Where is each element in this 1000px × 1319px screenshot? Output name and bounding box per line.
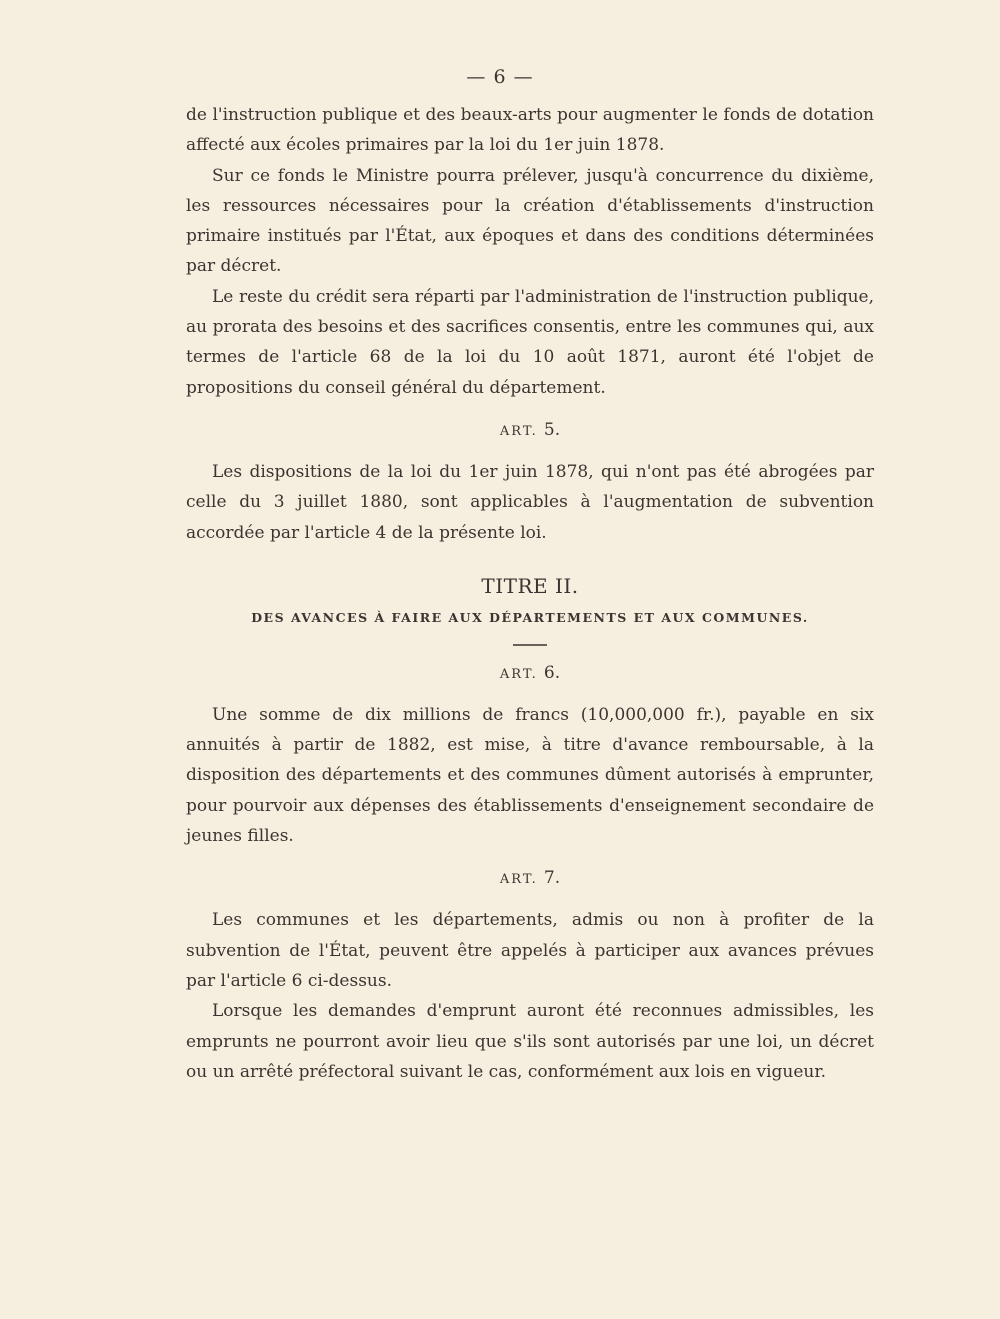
article-label: ART.	[499, 423, 538, 439]
document-body	[186, 100, 874, 1087]
paragraph-dixieme: Sur ce fonds le Ministre pourra prélever, jusqu'à concurrence du dixième, les ressources nécessaires pour la création d'établissements d'instruction primaire institués par l'État, aux époques et dans des conditions déterminées par décret.	[186, 165, 874, 277]
article-number: 7.	[543, 868, 561, 889]
paragraph-reste-credit: Le reste du crédit sera réparti par l'administration de l'instruction publique, au prorata des besoins et des sacrifices consentis, entre les communes qui, aux termes de l'article 68 de la loi du 10 août 1871, auront été l'objet de propositions du conseil général du département.	[186, 286, 874, 398]
article-number: 5.	[543, 419, 561, 440]
section-title: TITRE II.	[481, 573, 579, 598]
page-number: — 6 —	[466, 66, 534, 88]
section-divider	[513, 644, 547, 646]
article-7-text-1: Les communes et les départements, admis ou non à profiter de la subvention de l'État, peuvent être appelés à participer aux avances prévues par l'article 6 ci-dessus.	[186, 910, 874, 991]
article-label: ART.	[499, 872, 538, 888]
article-7-heading	[186, 863, 874, 895]
article-6-heading	[186, 658, 874, 690]
article-number: 6.	[543, 662, 561, 683]
paragraph-continuation: de l'instruction publique et des beaux-arts pour augmenter le fonds de dotation affecté aux écoles primaires par la loi du 1er juin 1878.	[186, 105, 874, 156]
article-7-text-2: Lorsque les demandes d'emprunt auront été reconnues admissibles, les emprunts ne pourront avoir lieu que s'ils sont autorisés par une loi, un décret ou un arrêté préfectoral suivant le cas, conformément aux lois en vigueur.	[186, 1001, 874, 1082]
article-5-heading	[186, 415, 874, 447]
section-subtitle: DES AVANCES À FAIRE AUX DÉPARTEMENTS ET AUX COMMUNES.	[251, 609, 809, 625]
article-5-text: Les dispositions de la loi du 1er juin 1878, qui n'ont pas été abrogées par celle du 3 juillet 1880, sont applicables à l'augmentation de subvention accordée par l'article 4 de la présente loi.	[186, 461, 874, 543]
article-label: ART.	[499, 666, 538, 682]
article-6-text: Une somme de dix millions de francs (10,000,000 fr.), payable en six annuités à partir de 1882, est mise, à titre d'avance remboursable, à la disposition des départements et des communes dûment autorisés à emprunter, pour pourvoir aux dépenses des établissements d'enseignement secondaire de jeunes filles.	[186, 704, 874, 847]
